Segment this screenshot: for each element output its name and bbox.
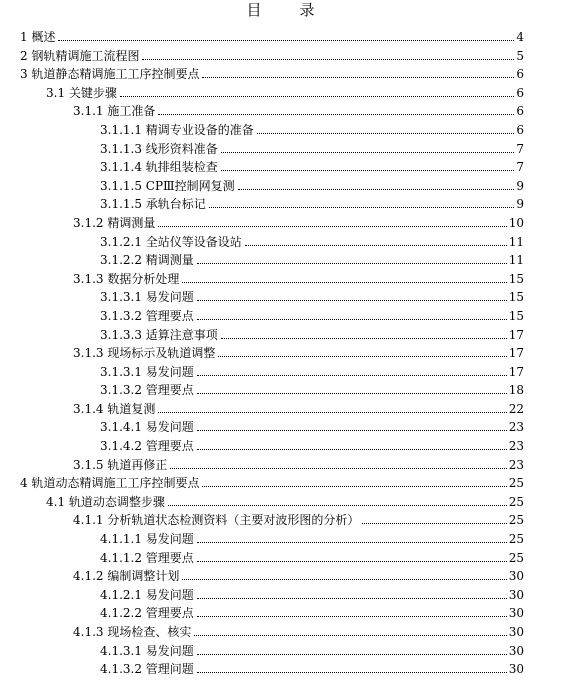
toc-leader-dots [142, 47, 514, 60]
toc-entry-row [100, 121, 524, 140]
toc-entry-page-number: 30 [508, 643, 524, 658]
toc-entry-page-number: 9 [516, 197, 524, 212]
toc-entry[interactable] [0, 437, 563, 456]
toc-entry[interactable] [0, 214, 563, 233]
toc-entry[interactable] [0, 344, 563, 363]
toc-entry-row [100, 195, 524, 214]
toc-entry-page-number: 30 [508, 625, 524, 639]
toc-entry-page-number: 18 [508, 383, 524, 398]
toc-title-char-2: 录 [299, 1, 317, 19]
toc-entry-label: 4.1.1.1 易发问题 [100, 532, 194, 547]
toc-entry-row [100, 233, 524, 252]
toc-entry[interactable] [0, 121, 563, 140]
toc-entry-row [73, 456, 524, 475]
toc-leader-dots [197, 530, 507, 543]
toc-entry-page-number: 30 [508, 662, 524, 677]
toc-entry-label: 3.1.1.1 精调专业设备的准备 [100, 122, 254, 137]
toc-title-char-1: 目 [246, 1, 264, 19]
toc-entry[interactable] [0, 363, 563, 382]
toc-leader-dots [221, 140, 514, 153]
toc-leader-dots [197, 381, 507, 394]
toc-entry-label: 4.1.1.2 管理要点 [100, 550, 194, 565]
toc-entry-row [46, 84, 524, 103]
toc-entry-row [100, 437, 524, 456]
toc-entry-row [20, 28, 524, 47]
toc-entry-page-number: 5 [516, 48, 524, 63]
toc-entry-label: 2 钢轨精调施工流程图 [20, 48, 140, 63]
toc-entry-label: 3.1.1.4 轨排组装检查 [100, 160, 218, 175]
toc-entry-page-number: 15 [508, 271, 524, 286]
toc-entry[interactable] [0, 195, 563, 214]
toc-entry[interactable] [0, 586, 563, 605]
toc-entry[interactable] [0, 623, 563, 642]
toc-entry[interactable] [0, 400, 563, 419]
toc-entry-row [100, 530, 524, 549]
toc-entry-label: 3.1.1.5 承轨台标记 [100, 197, 206, 212]
toc-entry[interactable] [0, 530, 563, 549]
toc-entry-page-number: 7 [516, 141, 524, 156]
toc-leader-dots [197, 363, 507, 376]
toc-entry[interactable] [0, 140, 563, 159]
toc-leader-dots [194, 623, 506, 636]
toc-entry-page-number: 15 [508, 290, 524, 305]
toc-entry-label: 1 概述 [20, 30, 56, 44]
toc-entry-row [100, 418, 524, 437]
toc-entry-page-number: 22 [508, 401, 524, 416]
toc-entry[interactable] [0, 288, 563, 307]
toc-entry-label: 3.1.1.3 线形资料准备 [100, 141, 218, 156]
toc-entry-label: 3.1 关键步骤 [46, 85, 117, 100]
toc-entry-page-number: 23 [508, 420, 524, 435]
toc-entry-page-number: 6 [516, 122, 524, 137]
toc-leader-dots [170, 456, 506, 469]
toc-entry-page-number: 7 [516, 160, 524, 175]
toc-leader-dots [257, 121, 514, 134]
toc-entry[interactable] [0, 418, 563, 437]
toc-entry-row [20, 474, 524, 493]
toc-leader-dots [58, 28, 514, 41]
toc-entry-label: 4.1.2.1 易发问题 [100, 587, 194, 602]
toc-entry-label: 4.1.2.2 管理要点 [100, 606, 194, 621]
toc-entry-row [100, 642, 524, 661]
toc-entry-label: 3.1.2 精调测量 [73, 215, 156, 230]
toc-leader-dots [197, 251, 507, 264]
toc-entry[interactable] [0, 28, 563, 47]
toc-entry[interactable] [0, 270, 563, 289]
toc-entry-page-number: 6 [516, 104, 524, 119]
toc-entry-row [100, 381, 524, 400]
toc-entry-page-number: 23 [508, 439, 524, 454]
toc-entry-page-number: 11 [508, 234, 524, 249]
toc-entry[interactable] [0, 567, 563, 586]
toc-entry-page-number: 30 [508, 587, 524, 602]
toc-entry-page-number: 17 [508, 327, 524, 342]
toc-entry-label: 3.1.3.1 易发问题 [100, 290, 194, 305]
toc-entry-page-number: 6 [516, 67, 524, 82]
toc-entry[interactable] [0, 642, 563, 661]
toc-leader-dots [197, 586, 507, 599]
toc-entry[interactable] [0, 381, 563, 400]
toc-entry-row [100, 288, 524, 307]
toc-entry-page-number: 30 [508, 569, 524, 584]
toc-entry-page-number: 11 [508, 253, 524, 268]
toc-entry-row [20, 47, 524, 66]
toc-entry[interactable] [0, 65, 563, 84]
toc-entry-row [73, 623, 524, 642]
toc-entry-label: 3.1.3 现场标示及轨道调整 [73, 346, 216, 361]
toc-entry-label: 4.1.3.1 易发问题 [100, 643, 194, 658]
toc-leader-dots [202, 474, 506, 487]
toc-entry-label: 3.1.4 轨道复测 [73, 401, 156, 416]
toc-entry-label: 3.1.4.2 管理要点 [100, 439, 194, 454]
toc-leader-dots [197, 418, 507, 431]
toc-leader-dots [158, 400, 506, 413]
toc-leader-dots [197, 604, 507, 617]
toc-entry-label: 4.1 轨道动态调整步骤 [46, 494, 165, 509]
toc-entry-label: 4 轨道动态精调施工工序控制要点 [20, 476, 200, 491]
toc-entry-label: 3.1.3.1 易发问题 [100, 364, 194, 379]
toc-entry[interactable] [0, 604, 563, 623]
toc-leader-dots [221, 158, 514, 171]
toc-entry-page-number: 25 [508, 532, 524, 547]
toc-entry-label: 3 轨道静态精调施工工序控制要点 [20, 67, 200, 82]
toc-entry-label: 3.1.5 轨道再修正 [73, 457, 168, 472]
toc-leader-dots [120, 84, 514, 97]
toc-entry-page-number: 9 [516, 178, 524, 193]
toc-entry-row [73, 270, 524, 289]
toc-entry-label: 3.1.1 施工准备 [73, 104, 156, 119]
toc-leader-dots [168, 493, 507, 506]
toc-entry[interactable] [0, 307, 563, 326]
toc-leader-dots [197, 307, 507, 320]
toc-entry-label: 3.1.2.2 精调测量 [100, 253, 194, 268]
toc-entry-page-number: 30 [508, 606, 524, 621]
toc-entry[interactable] [0, 456, 563, 475]
toc-entry[interactable] [0, 511, 563, 530]
toc-entry-page-number: 25 [508, 550, 524, 565]
toc-entry-row [73, 344, 524, 363]
toc-entry-label: 4.1.3 现场检查、核实 [73, 625, 192, 639]
toc-entry[interactable] [0, 233, 563, 252]
toc-entry-label: 4.1.3.2 管理问题 [100, 662, 194, 677]
toc-entry-row [100, 326, 524, 345]
toc-leader-dots [158, 214, 506, 227]
toc-list [0, 28, 563, 679]
toc-entry-label: 3.1.2.1 全站仪等设备设站 [100, 234, 242, 249]
toc-entry-label: 3.1.1.5 CPⅢ控制网复测 [100, 178, 235, 193]
toc-entry-label: 3.1.3.2 管理要点 [100, 383, 194, 398]
toc-entry-row [73, 400, 524, 419]
toc-entry-row [100, 307, 524, 326]
toc-entry-page-number: 25 [508, 476, 524, 491]
toc-entry-page-number: 25 [508, 513, 524, 528]
toc-entry-row [100, 140, 524, 159]
toc-entry[interactable] [0, 251, 563, 270]
toc-entry-label: 3.1.3.2 管理要点 [100, 308, 194, 323]
toc-entry-row [100, 549, 524, 568]
toc-entry-row [73, 511, 524, 530]
toc-entry-page-number: 6 [516, 85, 524, 100]
toc-entry[interactable] [0, 660, 563, 679]
toc-entry-row [46, 493, 524, 512]
toc-entry-label: 4.1.2 编制调整计划 [73, 569, 180, 584]
toc-leader-dots [182, 567, 506, 580]
toc-leader-dots [245, 233, 507, 246]
toc-entry-row [100, 158, 524, 177]
toc-entry-label: 4.1.1 分析轨道状态检测资料（主要对波形图的分析） [73, 513, 360, 528]
toc-leader-dots [209, 195, 514, 208]
toc-entry-page-number: 10 [508, 215, 524, 230]
toc-entry-page-number: 25 [508, 494, 524, 509]
toc-entry-row [100, 177, 524, 196]
toc-entry-label: 3.1.3 数据分析处理 [73, 271, 180, 286]
toc-entry-row [100, 660, 524, 679]
toc-entry-label: 3.1.3.3 适算注意事项 [100, 327, 218, 342]
toc-entry[interactable] [0, 177, 563, 196]
toc-leader-dots [197, 642, 507, 655]
toc-leader-dots [238, 177, 514, 190]
toc-entry-row [100, 251, 524, 270]
toc-entry-row [73, 214, 524, 233]
toc-entry-row [73, 102, 524, 121]
toc-entry-row [100, 363, 524, 382]
toc-leader-dots [221, 326, 507, 339]
toc-entry-label: 3.1.4.1 易发问题 [100, 420, 194, 435]
toc-entry[interactable] [0, 102, 563, 121]
toc-title [0, 0, 563, 20]
toc-entry[interactable] [0, 493, 563, 512]
toc-leader-dots [197, 437, 507, 450]
toc-entry-page-number: 17 [508, 346, 524, 361]
toc-entry[interactable] [0, 549, 563, 568]
toc-entry-row [100, 586, 524, 605]
toc-entry[interactable] [0, 158, 563, 177]
toc-entry-row [100, 604, 524, 623]
toc-leader-dots [362, 511, 506, 524]
toc-entry-page-number: 23 [508, 457, 524, 472]
toc-leader-dots [197, 660, 507, 673]
toc-entry-row [20, 65, 524, 84]
toc-entry[interactable] [0, 326, 563, 345]
toc-entry[interactable] [0, 474, 563, 493]
toc-entry-page-number: 15 [508, 308, 524, 323]
toc-entry-row [73, 567, 524, 586]
toc-leader-dots [158, 102, 514, 115]
toc-leader-dots [182, 270, 506, 283]
toc-entry[interactable] [0, 47, 563, 66]
toc-entry-page-number: 4 [516, 30, 524, 44]
toc-leader-dots [218, 344, 506, 357]
toc-entry[interactable] [0, 84, 563, 103]
toc-leader-dots [202, 65, 514, 78]
toc-entry-page-number: 17 [508, 364, 524, 379]
toc-leader-dots [197, 549, 507, 562]
toc-leader-dots [197, 288, 507, 301]
